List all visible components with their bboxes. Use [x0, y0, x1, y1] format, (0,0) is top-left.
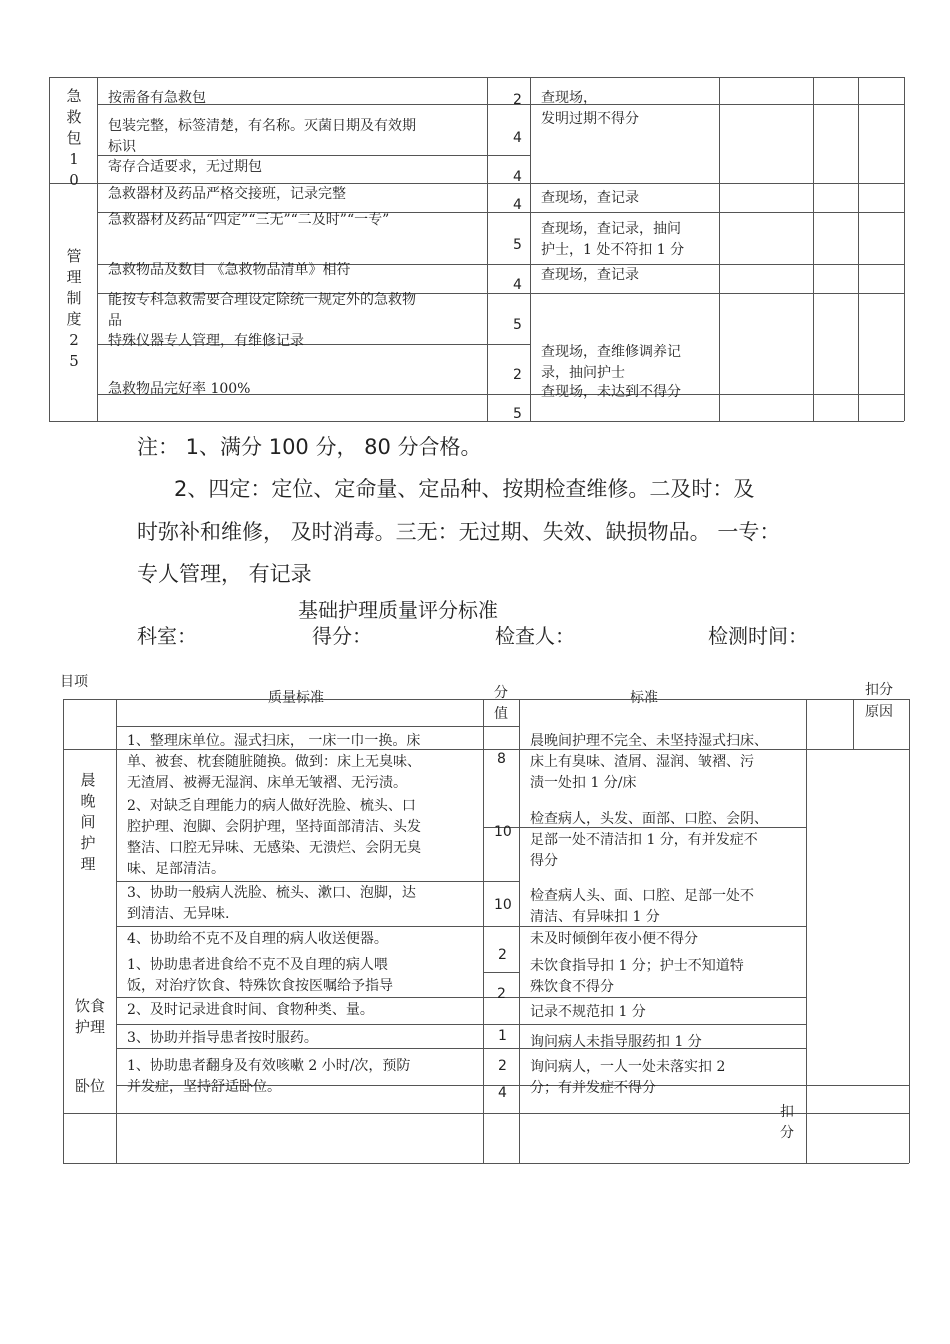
header-score: 值 — [494, 706, 508, 722]
category-morning-evening-care: 晨 晚 间 护 理 — [80, 771, 96, 873]
standard-cell: 特殊仪器专人管理，有维修记录 — [108, 333, 304, 349]
method-cell: 查现场，未达到不得分 — [541, 384, 681, 400]
method-cell: 询问病人，一人一处未落实扣 2 分；有并发症不得分 — [530, 1059, 726, 1096]
method-cell: 查现场，查记录，抽问 护士，1 处不符扣 1 分 — [541, 221, 685, 258]
score-cell: 5 — [513, 406, 522, 422]
standard-cell: 急救器材及药品“四定”“三无”“二及时”“一专” — [108, 212, 390, 228]
standard-cell: 4、协助给不克不及自理的病人收送便器。 — [127, 931, 388, 947]
standard-cell: 寄存合适要求，无过期包 — [108, 159, 262, 175]
standard-cell: 急救器材及药品严格交接班，记录完整 — [108, 186, 346, 202]
score-cell: 2 — [497, 986, 506, 1002]
standard-cell: 2、对缺乏自理能力的病人做好洗脸、梳头、口 腔护理、泡脚、会阴护理，坚持面部清洁、头发 整洁、口腔无异味、无感染、无溃烂、会阴无臭 味、足部清洁。 — [127, 798, 421, 877]
method-cell: 检查病人，头发、面部、口腔、会阴、 足部一处不清洁扣 1 分，有并发症不 得分 — [530, 811, 768, 869]
header-deduct: 原因 — [865, 704, 893, 720]
score-cell: 5 — [513, 237, 522, 253]
score-cell: 4 — [498, 1085, 507, 1101]
standard-cell: 1、协助患者进食给不克不及自理的病人喂 饭，对治疗饮食、特殊饮食按医嘱给予指导 — [127, 957, 393, 994]
score-cell: 5 — [513, 317, 522, 333]
score-cell: 8 — [497, 751, 506, 767]
deduct-label: 扣 分 — [780, 1104, 794, 1141]
note-line: 时弥补和维修， 及时消毒。三无：无过期、失效、缺损物品。 一专： — [137, 520, 781, 544]
score-cell: 4 — [513, 130, 522, 146]
category-rescue-kit: 急 救 包 1 0 — [66, 87, 82, 189]
method-cell: 未及时倾倒年夜小便不得分 — [530, 931, 698, 947]
standard-cell: 急救物品及数目 《急救物品清单》相符 — [108, 262, 351, 278]
time-label: 检测时间： — [708, 624, 808, 648]
score-label: 得分： — [312, 624, 372, 648]
standard-cell: 1、协助患者翻身及有效咳嗽 2 小时/次，预防 并发症，坚持舒适卧位。 — [127, 1058, 411, 1095]
method-cell: 查现场，查记录 — [541, 190, 639, 206]
standard-cell: 2、及时记录进食时间、食物种类、量。 — [127, 1002, 374, 1018]
method-cell: 查现场，查维修调养记 录，抽问护士 — [541, 344, 681, 381]
standard-cell: 1、整理床单位。湿式扫床， 一床一巾一换。床 单、被套、枕套随脏随换。做到：床上无臭味、 无渣屑、被褥无湿润、床单无皱褶、无污渍。 — [127, 733, 421, 791]
score-cell: 4 — [513, 197, 522, 213]
dept-label: 科室： — [137, 624, 197, 648]
score-cell: 2 — [513, 367, 522, 383]
note-line: 2、四定：定位、定命量、定品种、按期检查维修。二及时：及 — [174, 477, 755, 501]
inspector-label: 检查人： — [495, 624, 575, 648]
method-cell: 查现场， 发明过期不得分 — [541, 90, 639, 127]
standard-cell: 3、协助一般病人洗脸、梳头、漱口、泡脚，达 到清洁、无异味. — [127, 885, 416, 922]
method-cell: 晨晚间护理不完全、未坚持湿式扫床、 床上有臭味、渣屑、湿润、皱褶、污 渍一处扣 1 分/床 — [530, 733, 768, 791]
method-cell: 查现场，查记录 — [541, 267, 639, 283]
standard-cell: 能按专科急救需要合理设定除统一规定外的急救物 品 — [108, 292, 416, 329]
score-cell: 2 — [498, 1058, 507, 1074]
score-cell: 2 — [498, 947, 507, 963]
score-cell: 2 — [513, 92, 522, 108]
category-position: 卧位 — [74, 1077, 105, 1095]
note-line: 专人管理， 有记录 — [137, 562, 312, 586]
standard-cell: 急救物品完好率 100% — [108, 381, 251, 397]
category-management: 管 理 制 度 2 5 — [66, 247, 82, 370]
score-cell: 4 — [513, 169, 522, 185]
header-deduct: 扣分 — [865, 682, 893, 698]
header-standard: 质量标准 — [268, 690, 324, 706]
category-diet-care: 饮食 护理 — [74, 997, 105, 1036]
standard-cell: 按需备有急救包 — [108, 90, 206, 106]
method-cell: 询问病人未指导服药扣 1 分 — [530, 1034, 702, 1050]
method-cell: 检查病人头、面、口腔、足部一处不 清洁、有异味扣 1 分 — [530, 888, 754, 925]
method-cell: 未饮食指导扣 1 分；护士不知道特 殊饮食不得分 — [530, 958, 744, 995]
header-score: 分 — [494, 685, 508, 701]
score-cell: 1 — [498, 1028, 507, 1044]
score-cell: 10 — [494, 897, 512, 913]
score-cell: 4 — [513, 277, 522, 293]
header-method: 标准 — [630, 690, 658, 706]
method-cell: 记录不规范扣 1 分 — [530, 1004, 646, 1020]
score-cell: 10 — [494, 824, 512, 840]
standard-cell: 包装完整，标签清楚，有名称。灭菌日期及有效期 标识 — [108, 118, 416, 155]
standard-cell: 3、协助并指导患者按时服药。 — [127, 1030, 318, 1046]
header-item: 目项 — [60, 674, 88, 690]
section-title: 基础护理质量评分标准 — [298, 598, 498, 622]
note-line: 注： 1、满分 100 分， 80 分合格。 — [137, 435, 482, 459]
